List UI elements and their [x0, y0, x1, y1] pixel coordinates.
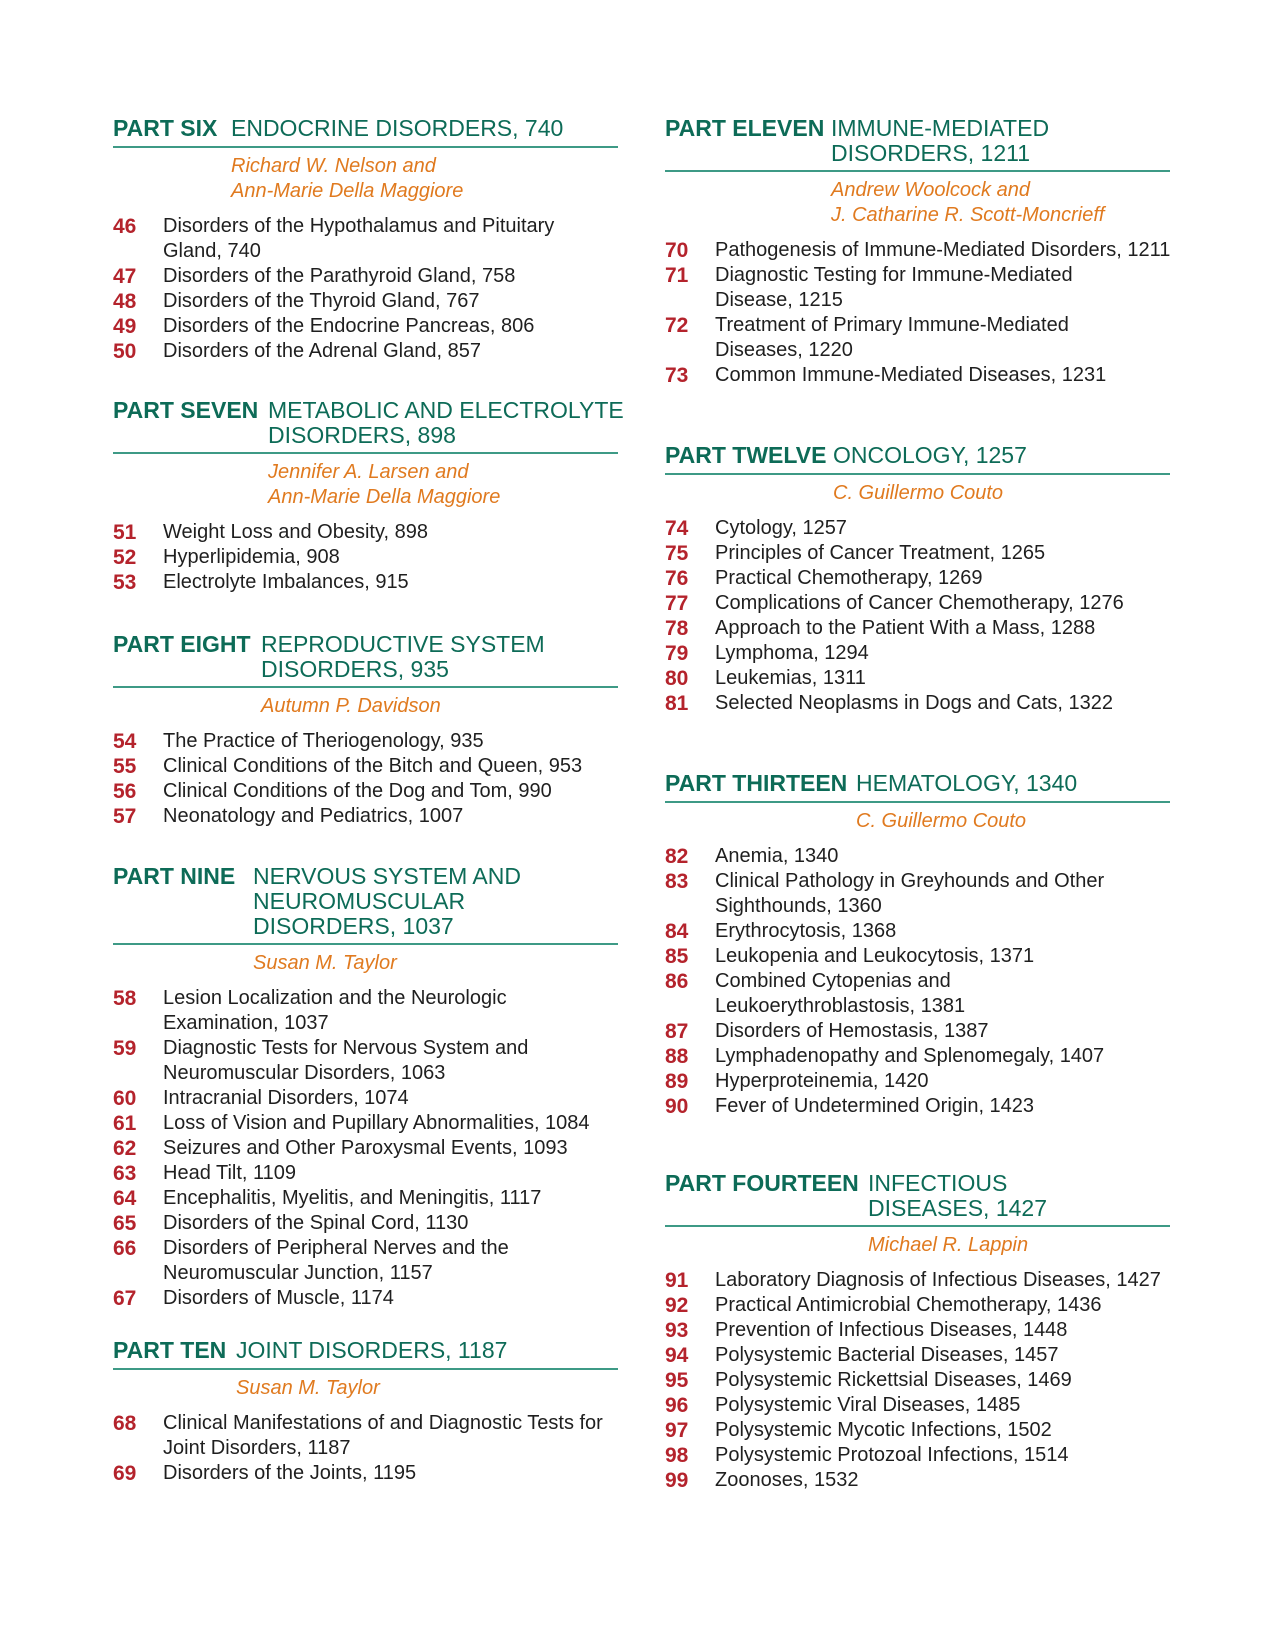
chapter-number: 86: [665, 970, 689, 993]
chapter-number: 92: [665, 1294, 689, 1317]
chapter-title-line: Disorders of the Endocrine Pancreas, 806: [163, 315, 535, 337]
chapter-number: 76: [665, 567, 689, 590]
editor-name: Susan M. Taylor: [253, 952, 397, 974]
chapter-list: [665, 238, 1170, 388]
part-heading: [665, 116, 1170, 172]
chapter-title-line: Polysystemic Bacterial Diseases, 1457: [715, 1344, 1059, 1366]
part-title-line: DISORDERS, 935: [261, 656, 449, 682]
chapter-number: 64: [113, 1187, 137, 1210]
part-editors: [868, 1233, 1170, 1258]
chapter-number: 72: [665, 314, 689, 337]
chapter-title-line: Joint Disorders, 1187: [163, 1437, 351, 1459]
chapter-title-line: Approach to the Patient With a Mass, 1288: [715, 617, 1096, 639]
chapter-number: 88: [665, 1045, 689, 1068]
chapter-entry[interactable]: [665, 363, 1170, 388]
chapter-number: 85: [665, 945, 689, 968]
chapter-title-line: Polysystemic Protozoal Infections, 1514: [715, 1444, 1069, 1466]
chapter-entry[interactable]: [665, 566, 1170, 591]
chapter-title-line: Combined Cytopenias and: [715, 970, 951, 992]
chapter-entry[interactable]: [665, 969, 1170, 1019]
chapter-entry[interactable]: [665, 1293, 1170, 1318]
chapter-entry[interactable]: [113, 1161, 618, 1186]
chapter-title-line: Principles of Cancer Treatment, 1265: [715, 542, 1046, 564]
chapter-number: 61: [113, 1112, 137, 1135]
chapter-entry[interactable]: [665, 691, 1170, 716]
chapter-number: 60: [113, 1087, 137, 1110]
chapter-number: 50: [113, 340, 137, 363]
chapter-title-line: The Practice of Theriogenology, 935: [163, 730, 484, 752]
chapter-number: 83: [665, 870, 689, 893]
part-title-line: NERVOUS SYSTEM AND: [253, 863, 521, 889]
chapter-list: [113, 729, 618, 829]
chapter-title-line: Intracranial Disorders, 1074: [163, 1087, 409, 1109]
chapter-number: 66: [113, 1237, 137, 1260]
chapter-title-line: Loss of Vision and Pupillary Abnormalities, 1084: [163, 1112, 590, 1134]
chapter-entry[interactable]: [665, 1418, 1170, 1443]
chapter-title-line: Leukopenia and Leukocytosis, 1371: [715, 945, 1035, 967]
editor-name: Andrew Woolcock and: [831, 179, 1030, 201]
chapter-entry[interactable]: [113, 729, 618, 754]
editor-name: Jennifer A. Larsen and: [268, 461, 469, 483]
chapter-entry[interactable]: [665, 263, 1170, 313]
editor-name: Ann-Marie Della Maggiore: [231, 180, 464, 202]
chapter-number: 57: [113, 805, 137, 828]
chapter-number: 74: [665, 517, 689, 540]
chapter-title-line: Polysystemic Mycotic Infections, 1502: [715, 1419, 1052, 1441]
part-label: PART EIGHT: [113, 631, 251, 657]
part-title-line: DISORDERS, 898: [268, 422, 456, 448]
chapter-title-line: Prevention of Infectious Diseases, 1448: [715, 1319, 1068, 1341]
editor-name: C. Guillermo Couto: [856, 810, 1027, 832]
part-label: PART SIX: [113, 115, 218, 141]
chapter-entry[interactable]: [665, 616, 1170, 641]
chapter-entry[interactable]: [113, 570, 618, 595]
editor-name: Michael R. Lappin: [868, 1234, 1029, 1256]
chapter-entry[interactable]: [113, 1036, 618, 1086]
part-title-line: REPRODUCTIVE SYSTEM: [261, 631, 545, 657]
chapter-number: 58: [113, 987, 137, 1010]
part-heading: [665, 1171, 1170, 1227]
chapter-title-line: Neonatology and Pediatrics, 1007: [163, 805, 464, 827]
chapter-entry[interactable]: [665, 844, 1170, 869]
chapter-number: 78: [665, 617, 689, 640]
chapter-entry[interactable]: [665, 919, 1170, 944]
chapter-list: [113, 214, 618, 364]
chapter-number: 59: [113, 1037, 137, 1060]
chapter-number: 98: [665, 1444, 689, 1467]
part-title-line: INFECTIOUS: [868, 1170, 1008, 1196]
chapter-number: 62: [113, 1137, 137, 1160]
chapter-number: 89: [665, 1070, 689, 1093]
chapter-title-line: Disorders of the Hypothalamus and Pituitary: [163, 215, 555, 237]
chapter-entry[interactable]: [665, 1268, 1170, 1293]
chapter-entry[interactable]: [665, 1044, 1170, 1069]
chapter-title-line: Practical Antimicrobial Chemotherapy, 1436: [715, 1294, 1102, 1316]
chapter-entry[interactable]: [113, 314, 618, 339]
chapter-entry[interactable]: [665, 1069, 1170, 1094]
chapter-title-line: Disorders of the Joints, 1195: [163, 1462, 417, 1484]
chapter-entry[interactable]: [113, 1411, 618, 1461]
chapter-entry[interactable]: [113, 779, 618, 804]
toc-part: [113, 864, 618, 1311]
chapter-title-line: Laboratory Diagnosis of Infectious Diseases, 1427: [715, 1269, 1161, 1291]
part-heading: [113, 1338, 618, 1370]
chapter-title-line: Zoonoses, 1532: [715, 1469, 859, 1491]
chapter-number: 67: [113, 1287, 137, 1310]
part-label: PART TWELVE: [665, 442, 827, 468]
chapter-title-line: Leukoerythroblastosis, 1381: [715, 995, 966, 1017]
chapter-number: 82: [665, 845, 689, 868]
chapter-number: 84: [665, 920, 689, 943]
chapter-title-line: Polysystemic Rickettsial Diseases, 1469: [715, 1369, 1072, 1391]
chapter-entry[interactable]: [665, 591, 1170, 616]
chapter-title-line: Disease, 1215: [715, 289, 843, 311]
chapter-list: [113, 520, 618, 595]
chapter-number: 99: [665, 1469, 689, 1492]
chapter-title-line: Diseases, 1220: [715, 339, 853, 361]
chapter-number: 46: [113, 215, 137, 238]
part-title-line: JOINT DISORDERS, 1187: [236, 1337, 508, 1363]
chapter-number: 81: [665, 692, 689, 715]
chapter-title-line: Diagnostic Tests for Nervous System and: [163, 1037, 529, 1059]
chapter-title-line: Pathogenesis of Immune-Mediated Disorders, 1211: [715, 239, 1171, 261]
chapter-number: 73: [665, 364, 689, 387]
chapter-entry[interactable]: [113, 1186, 618, 1211]
chapter-title-line: Practical Chemotherapy, 1269: [715, 567, 983, 589]
chapter-number: 53: [113, 571, 137, 594]
part-title-line: DISEASES, 1427: [868, 1195, 1047, 1221]
toc-part: [665, 1171, 1170, 1493]
chapter-entry[interactable]: [113, 1461, 618, 1486]
chapter-title-line: Weight Loss and Obesity, 898: [163, 521, 428, 543]
chapter-title-line: Lymphadenopathy and Splenomegaly, 1407: [715, 1045, 1105, 1067]
part-title-line: NEUROMUSCULAR: [253, 888, 466, 914]
chapter-number: 48: [113, 290, 137, 313]
chapter-entry[interactable]: [113, 986, 618, 1036]
chapter-title-line: Neuromuscular Disorders, 1063: [163, 1062, 446, 1084]
part-heading: [113, 864, 618, 945]
chapter-entry[interactable]: [113, 1286, 618, 1311]
part-label: PART TEN: [113, 1337, 227, 1363]
chapter-number: 87: [665, 1020, 689, 1043]
chapter-title-line: Hyperlipidemia, 908: [163, 546, 340, 568]
chapter-number: 52: [113, 546, 137, 569]
part-title-line: DISORDERS, 1211: [831, 140, 1030, 166]
chapter-number: 77: [665, 592, 689, 615]
chapter-entry[interactable]: [665, 1393, 1170, 1418]
chapter-title-line: Lesion Localization and the Neurologic: [163, 987, 507, 1009]
chapter-entry[interactable]: [113, 545, 618, 570]
part-label: PART SEVEN: [113, 397, 259, 423]
chapter-title-line: Cytology, 1257: [715, 517, 847, 539]
chapter-number: 96: [665, 1394, 689, 1417]
chapter-title-line: Electrolyte Imbalances, 915: [163, 571, 409, 593]
toc-part: [113, 116, 618, 364]
chapter-entry[interactable]: [113, 520, 618, 545]
chapter-title-line: Disorders of the Parathyroid Gland, 758: [163, 265, 516, 287]
chapter-title-line: Leukemias, 1311: [715, 667, 866, 689]
chapter-title-line: Disorders of the Adrenal Gland, 857: [163, 340, 481, 362]
chapter-entry[interactable]: [665, 1443, 1170, 1468]
chapter-list: [113, 1411, 618, 1486]
chapter-entry[interactable]: [113, 289, 618, 314]
part-heading: [113, 397, 624, 454]
part-title-line: HEMATOLOGY, 1340: [856, 770, 1078, 796]
chapter-title-line: Disorders of the Spinal Cord, 1130: [163, 1212, 469, 1234]
chapter-title-line: Encephalitis, Myelitis, and Meningitis, 1117: [163, 1187, 542, 1209]
part-label: PART NINE: [113, 863, 236, 889]
chapter-entry[interactable]: [113, 1136, 618, 1161]
chapter-title-line: Selected Neoplasms in Dogs and Cats, 1322: [715, 692, 1114, 714]
chapter-entry[interactable]: [113, 754, 618, 779]
chapter-title-line: Disorders of Muscle, 1174: [163, 1287, 394, 1309]
chapter-entry[interactable]: [665, 1343, 1170, 1368]
chapter-title-line: Lymphoma, 1294: [715, 642, 869, 664]
part-title-line: DISORDERS, 1037: [253, 913, 454, 939]
editor-name: J. Catharine R. Scott-Moncrieff: [831, 204, 1105, 226]
chapter-title-line: Disorders of the Thyroid Gland, 767: [163, 290, 480, 312]
chapter-title-line: Common Immune-Mediated Diseases, 1231: [715, 364, 1107, 386]
toc-part: [665, 116, 1170, 388]
part-editors: [253, 951, 618, 976]
chapter-number: 79: [665, 642, 689, 665]
chapter-list: [665, 1268, 1170, 1493]
chapter-number: 75: [665, 542, 689, 565]
part-title-line: ONCOLOGY, 1257: [833, 442, 1027, 468]
chapter-entry[interactable]: [113, 1086, 618, 1111]
part-editors: [856, 809, 1170, 834]
chapter-title-line: Diagnostic Testing for Immune-Mediated: [715, 264, 1073, 286]
chapter-number: 93: [665, 1319, 689, 1342]
chapter-entry[interactable]: [665, 944, 1170, 969]
chapter-entry[interactable]: [665, 313, 1170, 363]
part-editors: [268, 460, 618, 510]
part-title-line: IMMUNE-MEDIATED: [831, 115, 1050, 141]
part-label: PART ELEVEN: [665, 115, 825, 141]
chapter-title-line: Examination, 1037: [163, 1012, 329, 1034]
chapter-title-line: Neuromuscular Junction, 1157: [163, 1262, 433, 1284]
toc-part: [665, 771, 1170, 1119]
chapter-list: [665, 516, 1170, 716]
part-heading: [113, 632, 618, 688]
chapter-entry[interactable]: [113, 1111, 618, 1136]
chapter-number: 71: [665, 264, 689, 287]
chapter-number: 91: [665, 1269, 689, 1292]
chapter-title-line: Hyperproteinemia, 1420: [715, 1070, 929, 1092]
chapter-title-line: Head Tilt, 1109: [163, 1162, 297, 1184]
chapter-entry[interactable]: [665, 516, 1170, 541]
part-editors: [831, 178, 1170, 228]
editor-name: C. Guillermo Couto: [833, 482, 1004, 504]
chapter-title-line: Sighthounds, 1360: [715, 895, 882, 917]
chapter-entry[interactable]: [665, 1318, 1170, 1343]
chapter-entry[interactable]: [113, 804, 618, 829]
toc-part: [113, 1338, 618, 1486]
part-editors: [236, 1376, 618, 1401]
part-title-line: ENDOCRINE DISORDERS, 740: [231, 115, 564, 141]
chapter-number: 49: [113, 315, 137, 338]
chapter-entry[interactable]: [665, 1094, 1170, 1119]
chapter-number: 56: [113, 780, 137, 803]
chapter-title-line: Polysystemic Viral Diseases, 1485: [715, 1394, 1021, 1416]
part-heading: [113, 116, 618, 148]
chapter-title-line: Fever of Undetermined Origin, 1423: [715, 1095, 1035, 1117]
chapter-number: 69: [113, 1462, 137, 1485]
chapter-number: 65: [113, 1212, 137, 1235]
chapter-entry[interactable]: [113, 214, 618, 264]
chapter-title-line: Clinical Manifestations of and Diagnostic Tests for: [163, 1412, 603, 1434]
chapter-entry[interactable]: [665, 1468, 1170, 1493]
editor-name: Autumn P. Davidson: [261, 695, 441, 717]
chapter-entry[interactable]: [113, 1236, 618, 1286]
chapter-title-line: Seizures and Other Paroxysmal Events, 1093: [163, 1137, 568, 1159]
chapter-entry[interactable]: [665, 238, 1170, 263]
chapter-entry[interactable]: [113, 264, 618, 289]
chapter-title-line: Anemia, 1340: [715, 845, 839, 867]
chapter-title-line: Clinical Pathology in Greyhounds and Other: [715, 870, 1105, 892]
chapter-title-line: Gland, 740: [163, 240, 261, 262]
part-title-line: METABOLIC AND ELECTROLYTE: [268, 397, 624, 423]
chapter-entry[interactable]: [665, 641, 1170, 666]
toc-part: [113, 397, 624, 595]
chapter-number: 95: [665, 1369, 689, 1392]
part-label: PART FOURTEEN: [665, 1170, 859, 1196]
chapter-list: [665, 844, 1170, 1119]
chapter-entry[interactable]: [665, 869, 1170, 919]
chapter-list: [113, 986, 618, 1311]
chapter-title-line: Treatment of Primary Immune-Mediated: [715, 314, 1069, 336]
part-editors: [231, 154, 618, 204]
chapter-number: 63: [113, 1162, 137, 1185]
chapter-entry[interactable]: [665, 1019, 1170, 1044]
chapter-entry[interactable]: [665, 666, 1170, 691]
editor-name: Richard W. Nelson and: [231, 155, 436, 177]
chapter-title-line: Disorders of Peripheral Nerves and the: [163, 1237, 509, 1259]
editor-name: Susan M. Taylor: [236, 1377, 380, 1399]
chapter-number: 54: [113, 730, 137, 753]
chapter-entry[interactable]: [665, 541, 1170, 566]
chapter-number: 47: [113, 265, 137, 288]
chapter-number: 80: [665, 667, 689, 690]
chapter-title-line: Disorders of Hemostasis, 1387: [715, 1020, 989, 1042]
chapter-entry[interactable]: [113, 1211, 618, 1236]
chapter-number: 68: [113, 1412, 137, 1435]
chapter-number: 97: [665, 1419, 689, 1442]
part-editors: [261, 694, 618, 719]
chapter-title-line: Clinical Conditions of the Bitch and Queen, 953: [163, 755, 583, 777]
chapter-title-line: Complications of Cancer Chemotherapy, 1276: [715, 592, 1124, 614]
part-editors: [833, 481, 1170, 506]
chapter-entry[interactable]: [665, 1368, 1170, 1393]
editor-name: Ann-Marie Della Maggiore: [268, 486, 501, 508]
chapter-entry[interactable]: [113, 339, 618, 364]
toc-part: [113, 632, 618, 829]
chapter-title-line: Erythrocytosis, 1368: [715, 920, 897, 942]
toc-part: [665, 443, 1170, 716]
chapter-title-line: Clinical Conditions of the Dog and Tom, 990: [163, 780, 552, 802]
part-heading: [665, 443, 1170, 475]
part-heading: [665, 771, 1170, 803]
chapter-number: 94: [665, 1344, 689, 1367]
chapter-number: 55: [113, 755, 137, 778]
part-label: PART THIRTEEN: [665, 770, 848, 796]
chapter-number: 70: [665, 239, 689, 262]
chapter-number: 51: [113, 521, 137, 544]
chapter-number: 90: [665, 1095, 689, 1118]
